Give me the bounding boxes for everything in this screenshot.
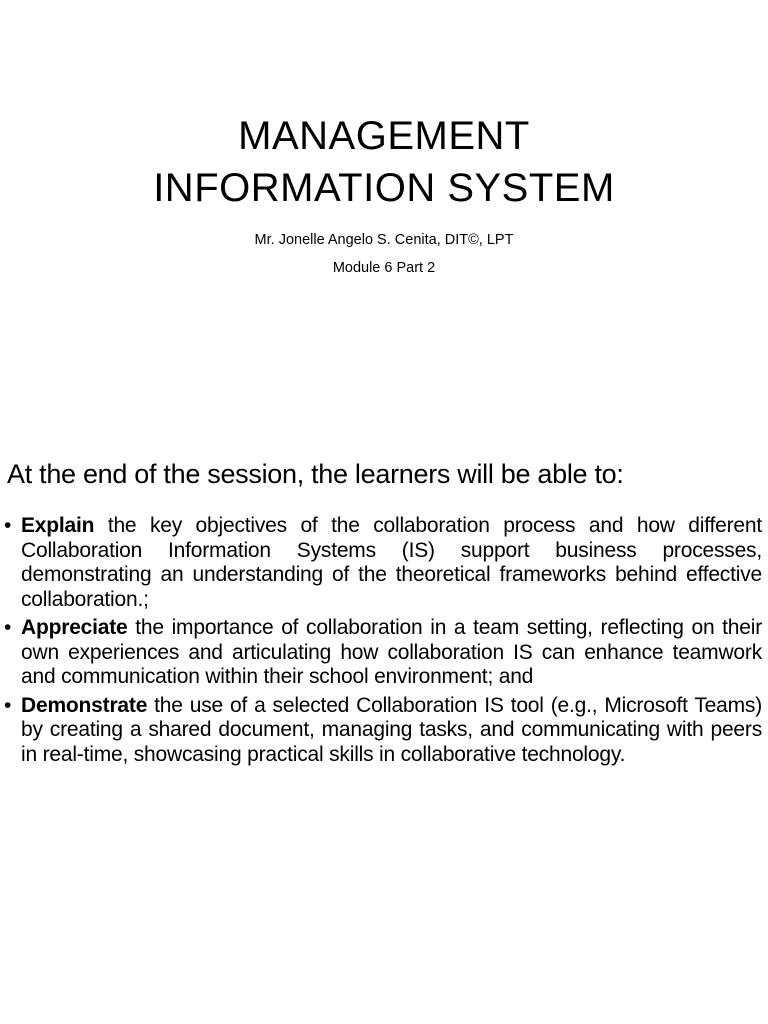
author-line: Mr. Jonelle Angelo S. Cenita, DIT©, LPT xyxy=(254,232,514,248)
objective-text: the use of a selected Collaboration IS tool (e.g., Microsoft Teams) by creating a shared document, managing tasks, and communicating with peers in real-time, showcasing practical skills in collaborative technology. xyxy=(21,693,762,766)
objectives-list xyxy=(4,514,762,771)
objective-item-appreciate xyxy=(4,616,762,690)
title-line-1: MANAGEMENT xyxy=(238,114,530,158)
objectives-heading: At the end of the session, the learners will be able to: xyxy=(7,459,624,489)
bullet-icon: • xyxy=(4,693,12,717)
objective-keyword: Appreciate xyxy=(21,616,128,639)
objective-text: the key objectives of the collaboration process and how different Collaboration Information Systems (IS) support business processes, demonstrating an understanding of the theoretical frameworks behind effective collaboration.; xyxy=(21,514,762,611)
title-line-2: INFORMATION SYSTEM xyxy=(153,166,615,210)
bullet-icon: • xyxy=(4,616,12,639)
slide-title xyxy=(0,110,768,214)
objective-item-explain xyxy=(4,514,762,612)
objective-keyword: Demonstrate xyxy=(21,693,148,717)
bullet-icon: • xyxy=(4,514,12,537)
module-line: Module 6 Part 2 xyxy=(332,260,436,276)
objective-keyword: Explain xyxy=(21,514,95,537)
objective-item-demonstrate xyxy=(4,694,762,768)
objective-text: the importance of collaboration in a team setting, reflecting on their own experiences and articulating how collaboration IS can enhance teamwork and communication within their school environment; and xyxy=(21,616,762,688)
